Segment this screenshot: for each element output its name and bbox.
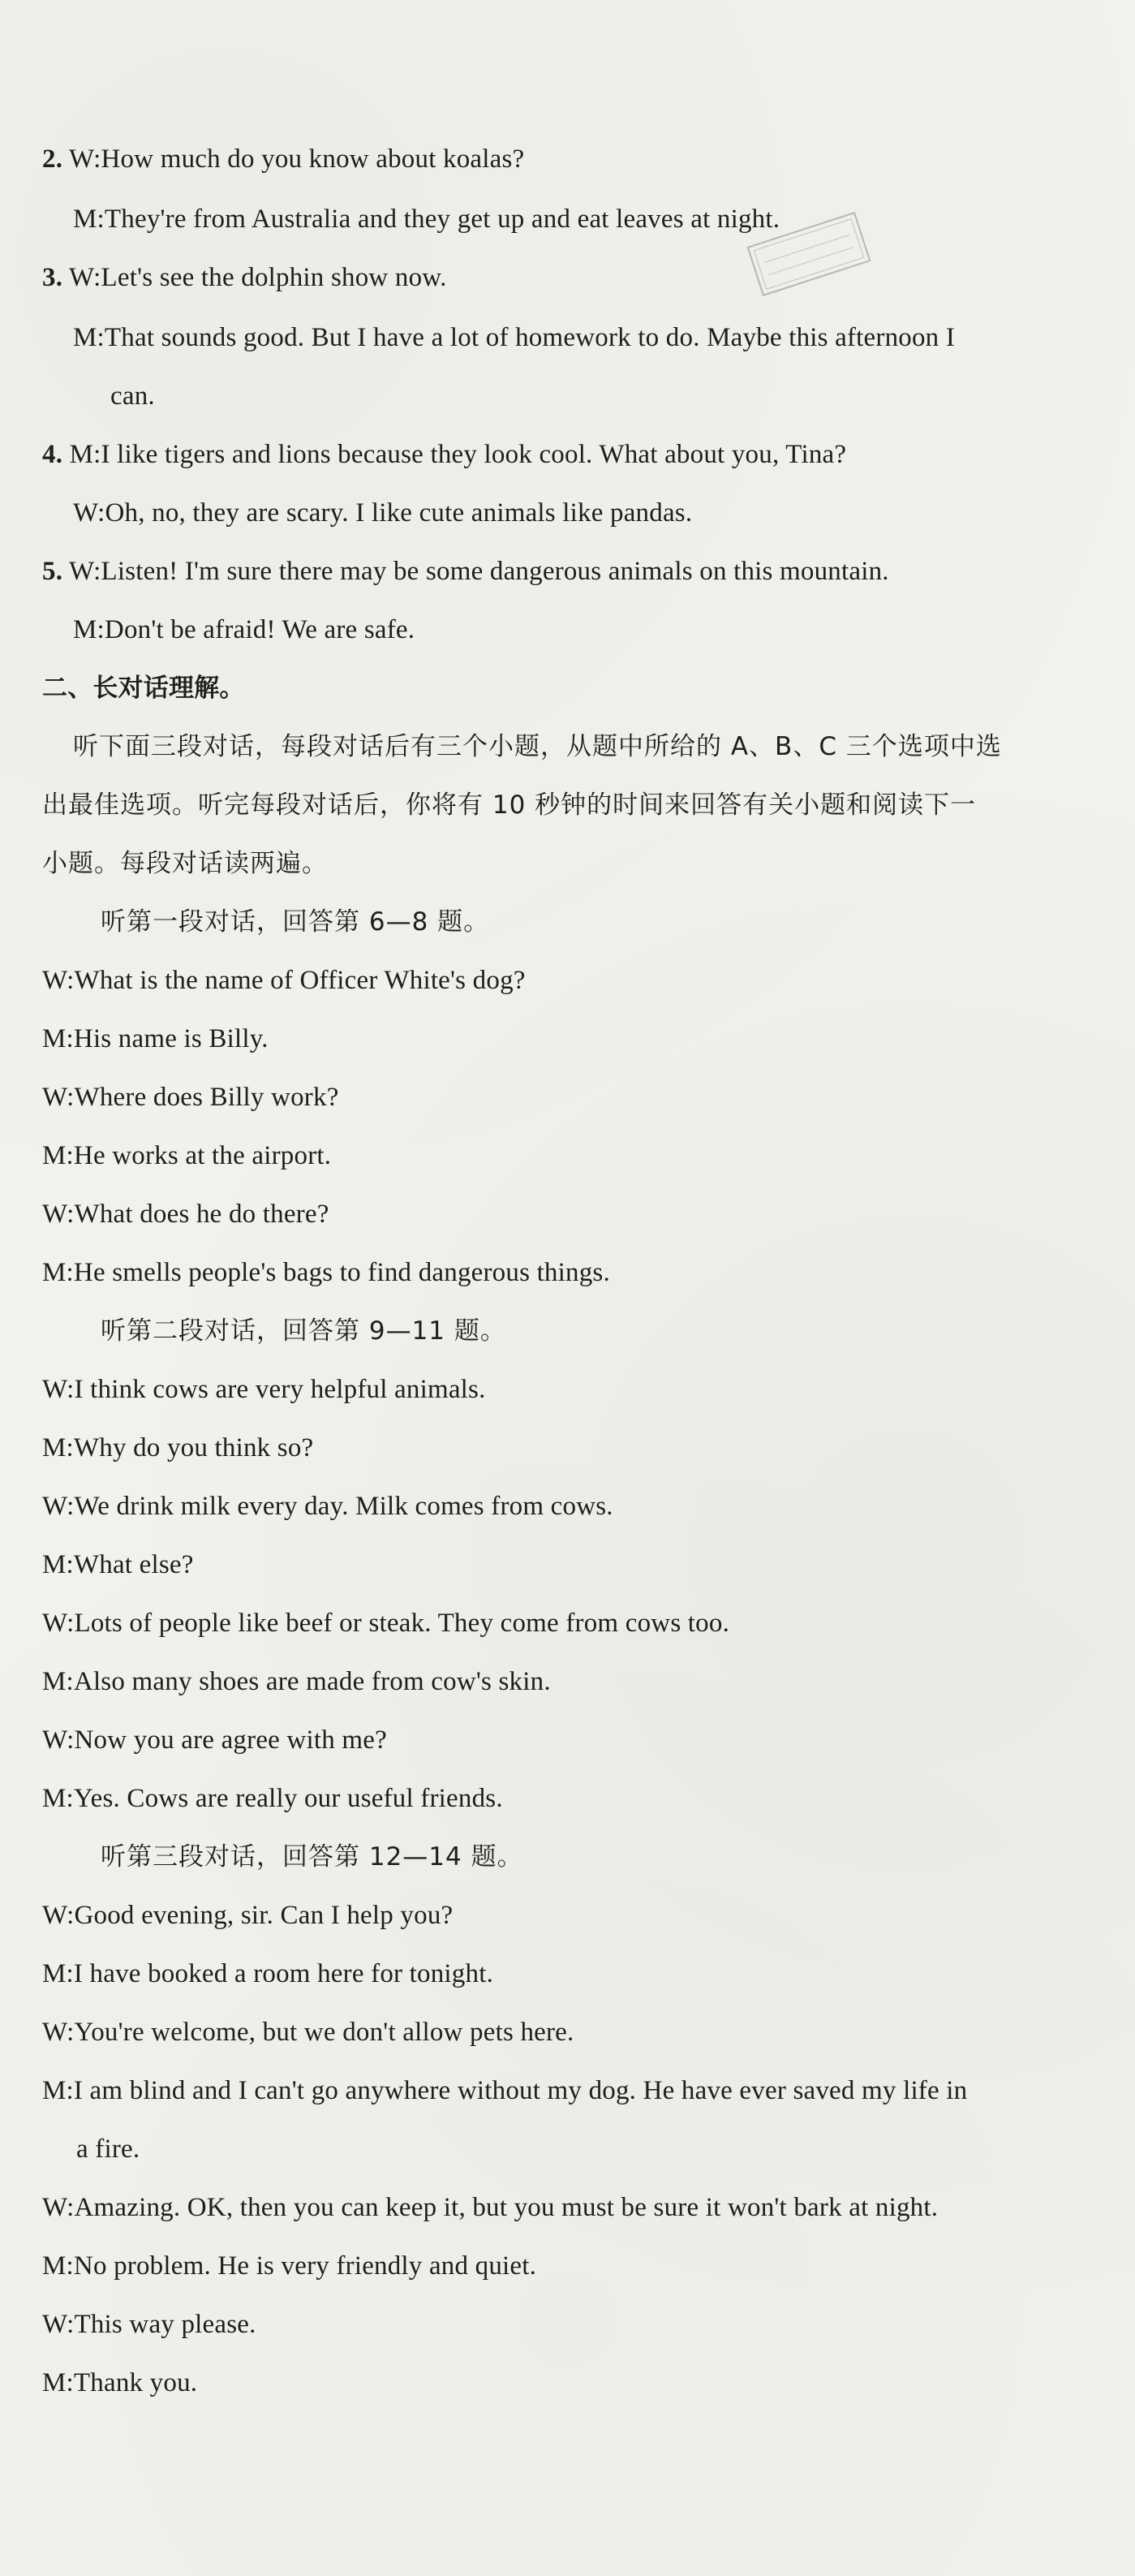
dialog3-line: W:You're welcome, but we don't allow pets here. <box>42 2018 574 2047</box>
section-intro-line-3: 小题。每段对话读两遍。 <box>42 849 328 878</box>
dialog1-line: W:What does he do there? <box>42 1200 329 1229</box>
item-3-answer-cont: can. <box>110 381 155 411</box>
dialog1-line: M:He works at the airport. <box>42 1141 332 1170</box>
section-intro-line-2: 出最佳选项。听完每段对话后，你将有 10 秒钟的时间来回答有关小题和阅读下一 <box>42 790 977 820</box>
item-3-answer: M:That sounds good. But I have a lot of homework to do. Maybe this afternoon I <box>73 323 956 352</box>
item-number: 2. <box>42 144 63 174</box>
dialog-line: W:Let's see the dolphin show now. <box>62 263 447 292</box>
section-heading: 二、长对话理解。 <box>42 674 245 703</box>
dialog3-line: M:I am blind and I can't go anywhere without my dog. He have ever saved my life in <box>42 2076 968 2105</box>
dialog-line: W:Listen! I'm sure there may be some dangerous animals on this mountain. <box>62 557 889 586</box>
item-number: 3. <box>42 263 63 292</box>
dialog-line: M:I like tigers and lions because they look cool. What about you, Tina? <box>62 440 847 469</box>
dialog2-line: M:What else? <box>42 1550 194 1579</box>
dialog3-line: W:Good evening, sir. Can I help you? <box>42 1901 454 1930</box>
item-5-question <box>42 555 889 588</box>
item-4-answer: W:Oh, no, they are scary. I like cute animals like pandas. <box>73 498 693 528</box>
dialog2-line: M:Why do you think so? <box>42 1433 314 1462</box>
dialog3-line: M:Thank you. <box>42 2368 198 2397</box>
dialog1-line: M:His name is Billy. <box>42 1024 269 1053</box>
dialog2-line: W:Lots of people like beef or steak. They come from cows too. <box>42 1609 730 1638</box>
dialog2-line: W:I think cows are very helpful animals. <box>42 1375 486 1404</box>
item-number: 4. <box>42 440 63 469</box>
dialog2-instruction: 听第二段对话，回答第 9—11 题。 <box>101 1316 506 1346</box>
dialog2-line: M:Yes. Cows are really our useful friends. <box>42 1784 503 1813</box>
dialog2-line: W:Now you are agree with me? <box>42 1725 387 1755</box>
item-4-question <box>42 438 846 471</box>
dialog1-instruction: 听第一段对话，回答第 6—8 题。 <box>101 907 490 937</box>
dialog1-line: M:He smells people's bags to find dangerous things. <box>42 1258 610 1287</box>
dialog3-line: W:Amazing. OK, then you can keep it, but you must be sure it won't bark at night. <box>42 2193 939 2222</box>
dialog3-line: M:No problem. He is very friendly and quiet. <box>42 2251 537 2281</box>
item-3-question <box>42 261 447 294</box>
dialog1-line: W:What is the name of Officer White's dog? <box>42 966 526 995</box>
dialog2-line: W:We drink milk every day. Milk comes from cows. <box>42 1492 613 1521</box>
dialog2-line: M:Also many shoes are made from cow's skin. <box>42 1667 551 1696</box>
dialog-line: W:How much do you know about koalas? <box>62 144 525 174</box>
item-2-question <box>42 143 524 175</box>
dialog3-line: W:This way please. <box>42 2310 256 2339</box>
dialog3-line-cont: a fire. <box>76 2134 140 2164</box>
item-2-answer: M:They're from Australia and they get up and eat leaves at night. <box>73 205 780 234</box>
dialog3-line: M:I have booked a room here for tonight. <box>42 1959 494 1988</box>
dialog1-line: W:Where does Billy work? <box>42 1083 339 1112</box>
dialog3-instruction: 听第三段对话，回答第 12—14 题。 <box>101 1842 523 1872</box>
item-number: 5. <box>42 557 63 586</box>
item-5-answer: M:Don't be afraid! We are safe. <box>73 615 415 644</box>
section-intro-line-1: 听下面三段对话，每段对话后有三个小题，从题中所给的 A、B、C 三个选项中选 <box>73 732 1002 761</box>
